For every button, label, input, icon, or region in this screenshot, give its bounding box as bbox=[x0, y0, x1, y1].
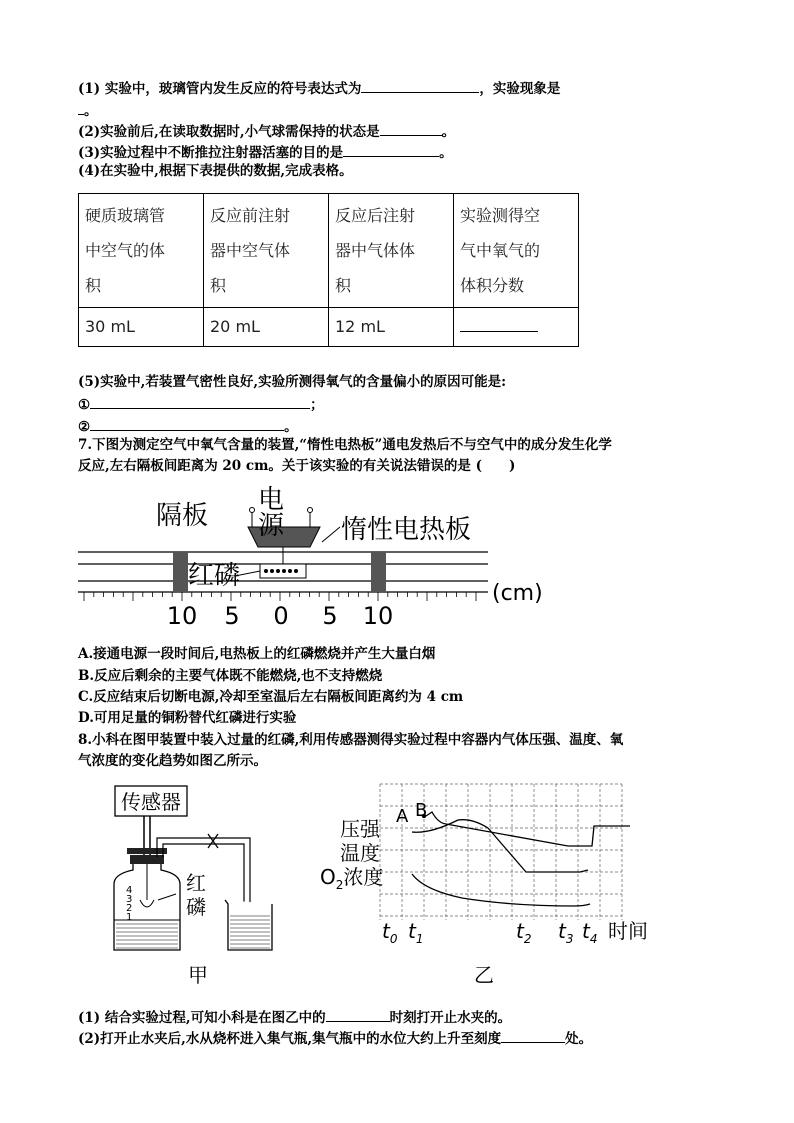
answer-blank[interactable] bbox=[460, 317, 538, 332]
label-phosphorus: 红 bbox=[186, 871, 206, 895]
q6-part5-reason1: ① ； bbox=[78, 394, 324, 414]
tick-label: 5 bbox=[322, 602, 338, 630]
beaker bbox=[225, 900, 272, 950]
table-header-cell: 实验测得空 气中氧气的 体积分数 bbox=[454, 194, 579, 308]
temperature-curve bbox=[412, 820, 588, 872]
left-partition bbox=[173, 552, 188, 592]
tick-label: 10 bbox=[362, 602, 394, 630]
label-point-b: B bbox=[415, 800, 428, 821]
q8-figure-yi bbox=[312, 778, 662, 992]
table-row bbox=[79, 194, 579, 308]
label-power: 源 bbox=[258, 511, 285, 541]
answer-blank[interactable] bbox=[90, 416, 284, 431]
caption-yi: 乙 bbox=[474, 963, 494, 987]
q8-sub1: (1) 结合实验过程,可知小科是在图乙中的 时刻打开止水夹的。 bbox=[78, 1007, 511, 1027]
scale-label: 4 bbox=[126, 885, 133, 896]
label-t4: $t_4$ bbox=[582, 919, 598, 946]
table-header-cell: 硬质玻璃管 中空气的体 积 bbox=[79, 194, 204, 308]
label-partition: 隔板 bbox=[156, 501, 209, 531]
q8-figure-jia bbox=[100, 782, 280, 992]
table-answer-cell[interactable] bbox=[454, 308, 579, 347]
label-t3: $t_3$ bbox=[558, 919, 574, 946]
table-cell: 20 mL bbox=[204, 308, 329, 347]
scale-label: 2 bbox=[126, 903, 133, 914]
pressure-curve bbox=[426, 812, 630, 846]
label-leader bbox=[322, 527, 340, 542]
label-time: 时间 bbox=[608, 919, 648, 943]
clamp-icon bbox=[208, 834, 218, 848]
scale-label: 1 bbox=[126, 912, 133, 923]
label-t1: $t_1$ bbox=[408, 919, 424, 946]
q7-stem-line2: 反应,左右隔板间距离为 20 cm。关于该实验的有关说法错误的是 ( ) bbox=[78, 458, 516, 474]
tick-label: 10 bbox=[166, 602, 198, 630]
q7-option-b[interactable]: B.反应后剩余的主要气体既不能燃烧,也不支持燃烧 bbox=[78, 668, 383, 684]
data-table bbox=[78, 193, 579, 347]
table-row bbox=[79, 308, 579, 347]
label-point-a: A bbox=[396, 806, 409, 827]
caption-jia: 甲 bbox=[188, 963, 208, 987]
label-pressure: 压强 bbox=[340, 817, 380, 841]
q7-option-c[interactable]: C.反应结束后切断电源,冷却至室温后左右隔板间距离约为 4 cm bbox=[78, 689, 464, 705]
answer-blank[interactable] bbox=[326, 1007, 390, 1022]
answer-blank[interactable] bbox=[380, 121, 442, 136]
table-cell: 30 mL bbox=[79, 308, 204, 347]
tick-label: 5 bbox=[224, 602, 240, 630]
label-power: 电 bbox=[258, 485, 285, 515]
label-sensor: 传感器 bbox=[121, 790, 181, 814]
label-temperature: 温度 bbox=[340, 841, 380, 865]
q6-part5-reason2: ② 。 bbox=[78, 416, 298, 436]
answer-blank[interactable] bbox=[343, 142, 439, 157]
table-cell: 12 mL bbox=[329, 308, 454, 347]
label-t0: $t_0$ bbox=[382, 919, 398, 946]
answer-blank[interactable] bbox=[90, 394, 310, 409]
scale-label: 3 bbox=[126, 894, 133, 905]
label-t2: $t_2$ bbox=[516, 919, 532, 946]
label-phosphorus: 磷 bbox=[186, 895, 206, 919]
q6-part2: (2)实验前后,在读取数据时,小气球需保持的状态是 。 bbox=[78, 121, 455, 141]
q7-apparatus-figure bbox=[70, 482, 560, 634]
q6-part1: (1) 实验中，玻璃管内发生反应的符号表达式为 ，实验现象是 bbox=[78, 78, 560, 98]
tick-label: 0 bbox=[273, 602, 289, 630]
label-oxygen: $O_2$浓度 bbox=[320, 865, 384, 892]
right-partition bbox=[371, 552, 386, 592]
q7-option-a[interactable]: A.接通电源一段时间后,电热板上的红磷燃烧并产生大量白烟 bbox=[78, 646, 436, 662]
q6-part3: (3)实验过程中不断推拉注射器活塞的目的是 。 bbox=[78, 142, 453, 162]
q6-part1-cont: 。 bbox=[78, 100, 98, 120]
q7-stem-line1: 7.下图为测定空气中氧气含量的装置,“惰性电热板”通电发热后不与空气中的成分发生化学 bbox=[78, 437, 612, 453]
q7-option-d[interactable]: D.可用足量的铜粉替代红磷进行实验 bbox=[78, 710, 297, 726]
answer-blank[interactable] bbox=[361, 78, 479, 93]
label-heating-plate: 惰性电热板 bbox=[341, 515, 472, 545]
q8-sub2: (2)打开止水夹后,水从烧杯进入集气瓶,集气瓶中的水位大约上升至刻度 处。 bbox=[78, 1028, 592, 1048]
q8-stem-line2: 气浓度的变化趋势如图乙所示。 bbox=[78, 753, 267, 769]
answer-blank[interactable] bbox=[501, 1028, 565, 1043]
q8-stem-line1: 8.小科在图甲装置中装入过量的红磷,利用传感器测得实验过程中容器内气体压强、温度、氧 bbox=[78, 732, 624, 748]
label-phosphorus: 红磷 bbox=[188, 561, 241, 591]
oxygen-curve bbox=[412, 874, 590, 906]
unit-label: (cm) bbox=[492, 581, 543, 606]
table-header-cell: 反应后注射 器中气体体 积 bbox=[329, 194, 454, 308]
table-header-cell: 反应前注射 器中空气体 积 bbox=[204, 194, 329, 308]
q6-part5: (5)实验中,若装置气密性良好,实验所测得氧气的含量偏小的原因可能是: bbox=[78, 374, 507, 390]
q6-part4: (4)在实验中,根据下表提供的数据,完成表格。 bbox=[78, 163, 353, 179]
